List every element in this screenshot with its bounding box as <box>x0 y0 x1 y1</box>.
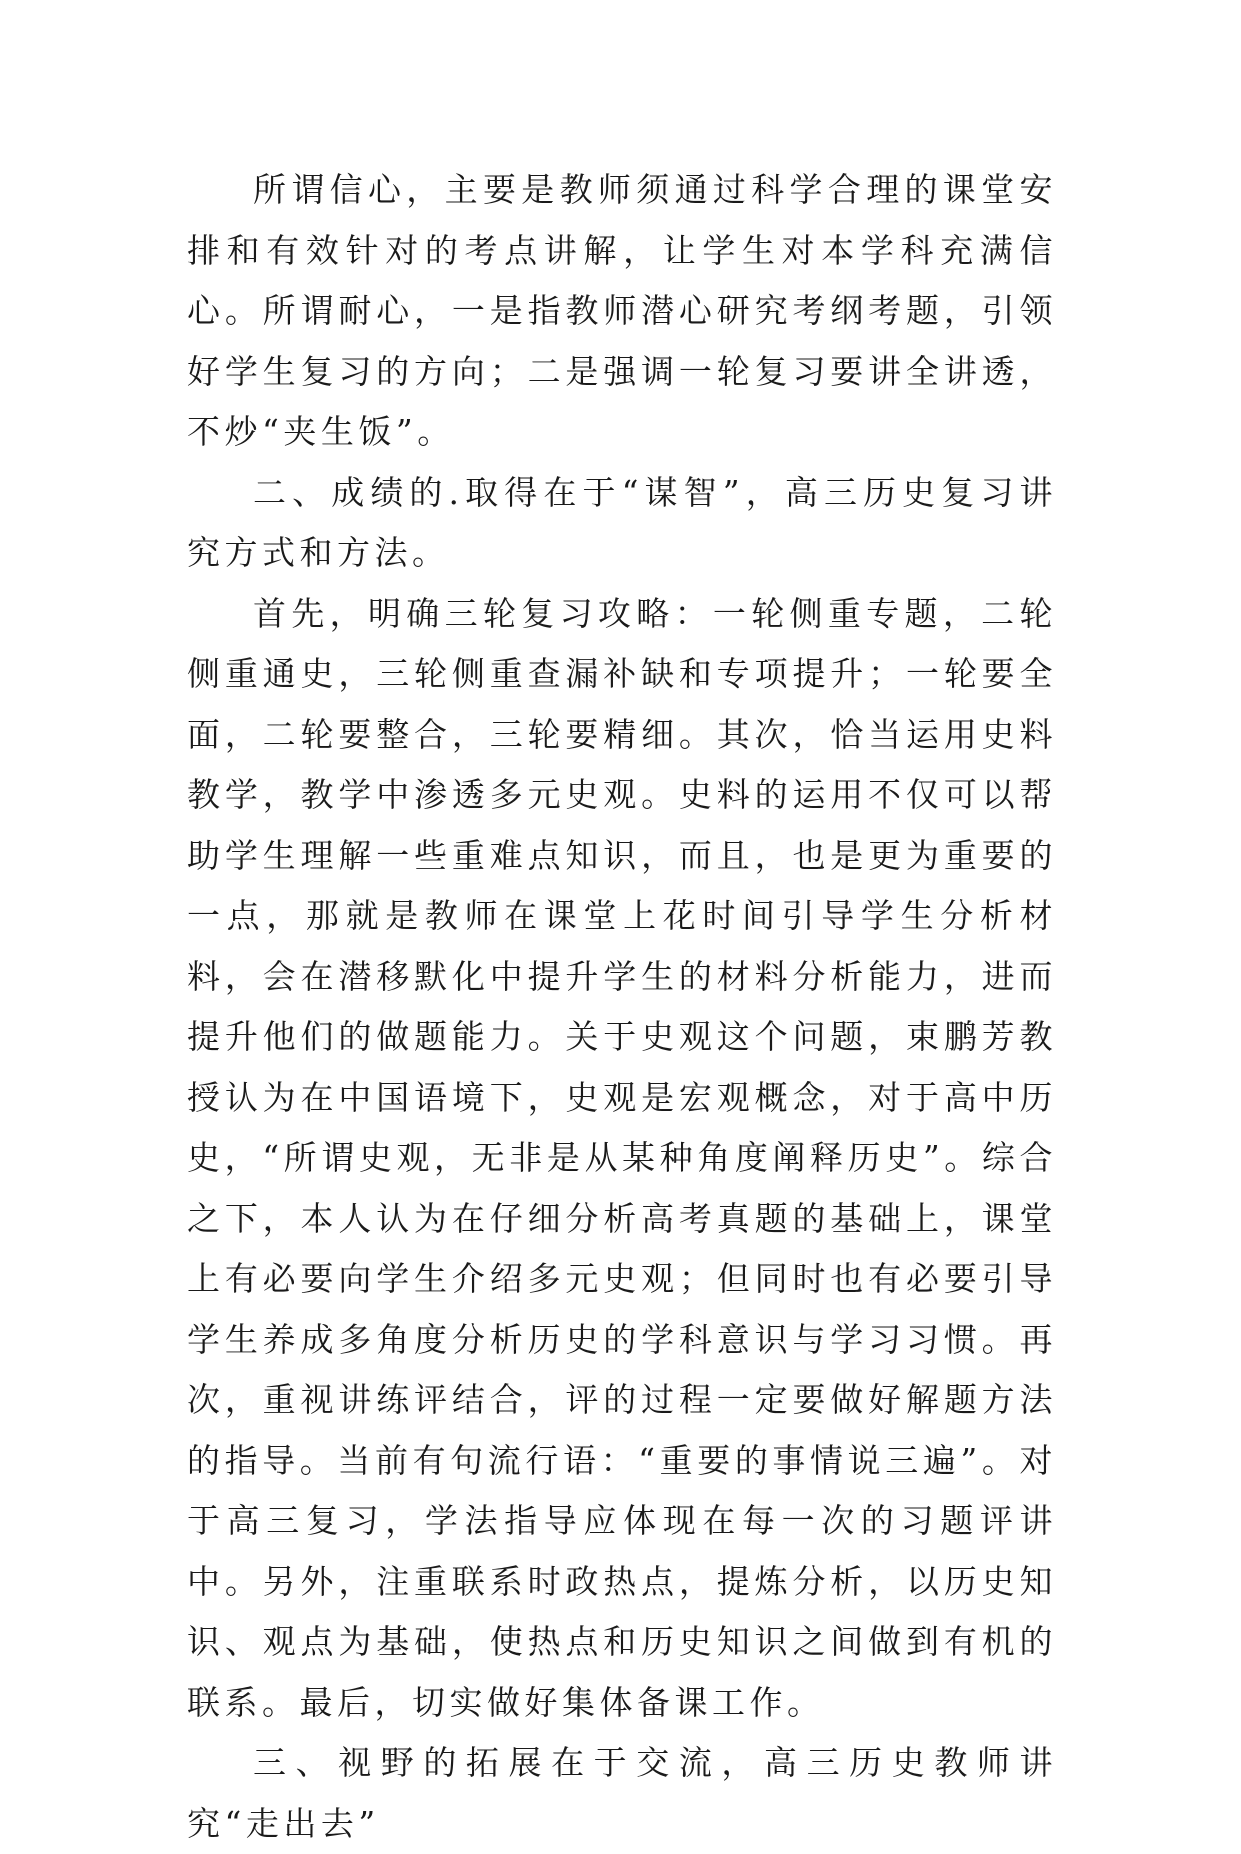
heading-section-three: 三、视野的拓展在于交流，高三历史教师讲究“走出去” <box>187 1743 1057 1843</box>
document-body <box>187 160 1057 1854</box>
paragraph-confidence-patience: 所谓信心，主要是教师须通过科学合理的课堂安排和有效针对的考点讲解，让学生对本学科充满信心。所谓耐心，一是指教师潜心研究考纲考题，引领好学生复习的方向；二是强调一轮复习要讲全讲透，不炒“夹生饭”。 <box>187 170 1057 451</box>
heading-section-two: 二、成绩的.取得在于“谋智”，高三历史复习讲究方式和方法。 <box>187 472 1057 572</box>
paragraph-review-methods: 首先，明确三轮复习攻略：一轮侧重专题，二轮侧重通史，三轮侧重查漏补缺和专项提升；一轮要全面，二轮要整合，三轮要精细。其次，恰当运用史料教学，教学中渗透多元史观。史料的运用不仅可以帮助学生理解一些重难点知识，而且，也是更为重要的一点，那就是教师在课堂上花时间引导学生分析材料，会在潜移默化中提升学生的材料分析能力，进而提升他们的做题能力。关于史观这个问题，束鹏芳教授认为在中国语境下，史观是宏观概念，对于高中历史，“所谓史观，无非是从某种角度阐释历史”。综合之下，本人认为在仔细分析高考真题的基础上，课堂上有必要向学生介绍多元史观；但同时也有必要引导学生养成多角度分析历史的学科意识与学习习惯。再次，重视讲练评结合，评的过程一定要做好解题方法的指导。当前有句流行语：“重要的事情说三遍”。对于高三复习，学法指导应体现在每一次的习题评讲中。另外，注重联系时政热点，提炼分析，以历史知识、观点为基础，使热点和历史知识之间做到有机的联系。最后，切实做好集体备课工作。 <box>187 593 1057 1722</box>
